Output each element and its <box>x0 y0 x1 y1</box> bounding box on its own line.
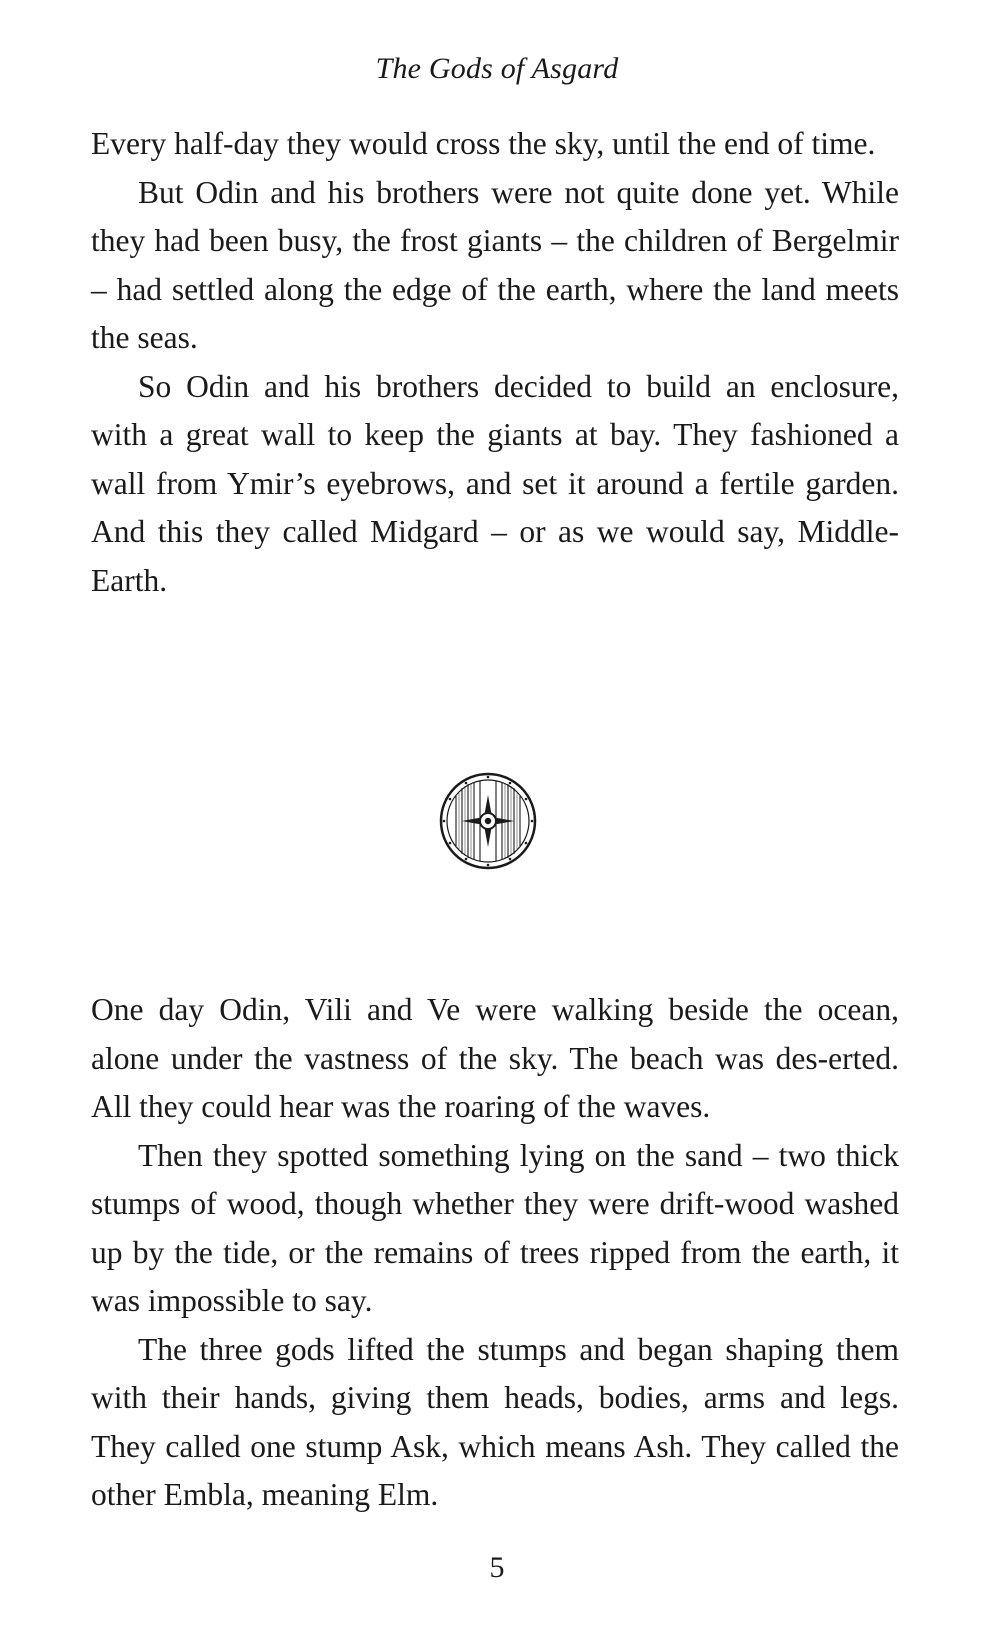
running-head: The Gods of Asgard <box>375 52 619 85</box>
paragraph: So Odin and his brothers decided to build an enclosure, with a great wall to keep the giants at bay. They fashioned a wall from Ymir’s eyebrows, and set it around a fertile garden. And this they called Midgard – or as we would say, Middle-Earth. <box>91 368 899 598</box>
viking-shield-icon <box>438 771 538 871</box>
page-number: 5 <box>489 1551 505 1584</box>
paragraph: Every half-day they would cross the sky, until the end of time. <box>91 126 876 161</box>
paragraph: But Odin and his brothers were not quite done yet. While they had been busy, the frost giants – the children of Bergelmir – had settled along the edge of the earth, where the land meets the seas. <box>91 174 899 355</box>
paragraph: Then they spotted something lying on the sand – two thick stumps of wood, though whether they were drift-wood washed up by the tide, or the remains of trees ripped from the earth, it was impossible to say. <box>91 1137 899 1318</box>
section-after-break <box>91 986 899 1520</box>
paragraph: One day Odin, Vili and Ve were walking beside the ocean, alone under the vastness of the sky. The beach was des-erted. All they could hear was the roaring of the waves. <box>91 992 899 1124</box>
paragraph: The three gods lifted the stumps and began shaping them with their hands, giving them heads, bodies, arms and legs. They called one stump Ask, which means Ash. They called the other Embla, meaning Elm. <box>91 1331 899 1512</box>
section-before-break <box>91 120 899 605</box>
